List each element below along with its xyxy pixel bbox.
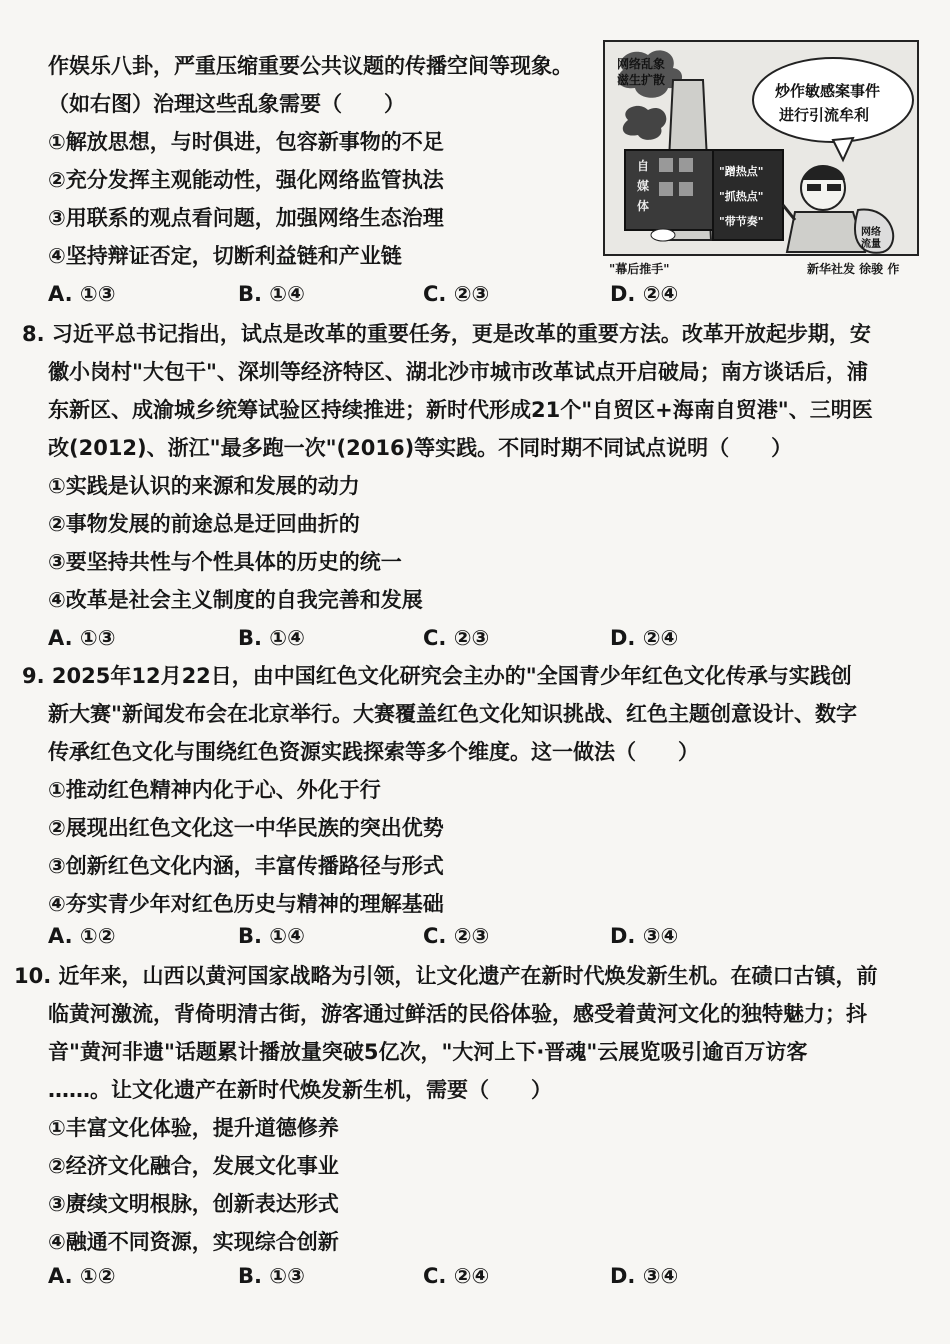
svg-text:网络乱象: 网络乱象 xyxy=(617,57,666,71)
svg-text:媒: 媒 xyxy=(637,179,650,193)
q7-statement: ②充分发挥主观能动性，强化网络监管执法 xyxy=(48,168,444,192)
q9-statement: ①推动红色精神内化于心、外化于行 xyxy=(48,778,381,802)
q7-stem-line: （如右图）治理这些乱象需要（ ） xyxy=(48,92,405,116)
svg-text:"抓热点": "抓热点" xyxy=(719,190,764,203)
q8-option-b: B. ①④ xyxy=(238,626,305,650)
q9-stem-line: 9. 2025年12月22日，由中国红色文化研究会主办的"全国青少年红色文化传承与实践创 xyxy=(22,664,852,688)
q8-stem-line: 徽小岗村"大包干"、深圳等经济特区、湖北沙市城市改革试点开启破局；南方谈话后，浦 xyxy=(48,360,868,384)
svg-text:流量: 流量 xyxy=(861,239,881,250)
q7-option-a: A. ①③ xyxy=(48,282,116,306)
q8-stem-line: 东新区、成渝城乡统筹试验区持续推进；新时代形成21个"自贸区+海南自贸港"、三明医 xyxy=(48,398,873,422)
q9-option-d: D. ③④ xyxy=(610,924,679,948)
q8-option-c: C. ②③ xyxy=(423,626,490,650)
svg-text:"蹭热点": "蹭热点" xyxy=(719,165,764,178)
q8-statement: ①实践是认识的来源和发展的动力 xyxy=(48,474,360,498)
q7-cartoon xyxy=(603,40,919,280)
q10-option-d: D. ③④ xyxy=(610,1264,679,1288)
cartoon-illustration xyxy=(603,40,919,280)
q10-option-c: C. ②④ xyxy=(423,1264,490,1288)
svg-text:体: 体 xyxy=(637,199,650,213)
q8-option-d: D. ②④ xyxy=(610,626,679,650)
q9-statement: ④夯实青少年对红色历史与精神的理解基础 xyxy=(48,892,444,916)
svg-text:网络: 网络 xyxy=(861,227,881,238)
q9-statement: ③创新红色文化内涵，丰富传播路径与形式 xyxy=(48,854,444,878)
q8-statement: ③要坚持共性与个性具体的历史的统一 xyxy=(48,550,402,574)
svg-text:"带节奏": "带节奏" xyxy=(719,215,764,228)
q9-option-c: C. ②③ xyxy=(423,924,490,948)
q10-statement: ①丰富文化体验，提升道德修养 xyxy=(48,1116,339,1140)
q10-stem-line: 临黄河激流，背倚明清古街，游客通过鲜活的民俗体验，感受着黄河文化的独特魅力；抖 xyxy=(48,1002,867,1026)
svg-text:进行引流牟利: 进行引流牟利 xyxy=(779,106,870,124)
q8-statement: ②事物发展的前途总是迂回曲折的 xyxy=(48,512,360,536)
q10-stem-line: 音"黄河非遗"话题累计播放量突破5亿次，"大河上下·晋魂"云展览吸引逾百万访客 xyxy=(48,1040,808,1064)
q10-statement: ④融通不同资源，实现综合创新 xyxy=(48,1230,339,1254)
q9-stem-line: 传承红色文化与围绕红色资源实践探索等多个维度。这一做法（ ） xyxy=(48,740,699,764)
q10-option-b: B. ①③ xyxy=(238,1264,305,1288)
q9-option-b: B. ①④ xyxy=(238,924,305,948)
q10-option-a: A. ①② xyxy=(48,1264,116,1288)
q9-stem-line: 新大赛"新闻发布会在北京举行。大赛覆盖红色文化知识挑战、红色主题创意设计、数字 xyxy=(48,702,857,726)
q9-option-a: A. ①② xyxy=(48,924,116,948)
q9-statement: ②展现出红色文化这一中华民族的突出优势 xyxy=(48,816,444,840)
q7-option-c: C. ②③ xyxy=(423,282,490,306)
q7-option-b: B. ①④ xyxy=(238,282,305,306)
q8-statement: ④改革是社会主义制度的自我完善和发展 xyxy=(48,588,423,612)
q7-statement: ④坚持辩证否定，切断利益链和产业链 xyxy=(48,244,402,268)
cartoon-caption-credit: 新华社发 徐骏 作 xyxy=(807,262,900,276)
q10-stem-line: ……。让文化遗产在新时代焕发新生机，需要（ ） xyxy=(48,1078,552,1102)
q10-stem-line: 10. 近年来，山西以黄河国家战略为引领，让文化遗产在新时代焕发新生机。在碛口古镇，前 xyxy=(14,964,878,988)
q8-option-a: A. ①③ xyxy=(48,626,116,650)
q10-statement: ③赓续文明根脉，创新表达形式 xyxy=(48,1192,339,1216)
q8-stem-line: 8. 习近平总书记指出，试点是改革的重要任务，更是改革的重要方法。改革开放起步期，安 xyxy=(22,322,871,346)
svg-text:炒作敏感案事件: 炒作敏感案事件 xyxy=(775,82,881,100)
cartoon-caption-title: "幕后推手" xyxy=(609,262,670,276)
q7-option-d: D. ②④ xyxy=(610,282,679,306)
q7-statement: ①解放思想，与时俱进，包容新事物的不足 xyxy=(48,130,444,154)
svg-text:自: 自 xyxy=(637,159,650,173)
q10-statement: ②经济文化融合，发展文化事业 xyxy=(48,1154,339,1178)
svg-text:滋生扩散: 滋生扩散 xyxy=(617,73,666,87)
q8-stem-line: 改(2012)、浙江"最多跑一次"(2016)等实践。不同时期不同试点说明（ ） xyxy=(48,436,793,460)
q7-stem-line: 作娱乐八卦，严重压缩重要公共议题的传播空间等现象。 xyxy=(48,54,573,78)
q7-statement: ③用联系的观点看问题，加强网络生态治理 xyxy=(48,206,444,230)
